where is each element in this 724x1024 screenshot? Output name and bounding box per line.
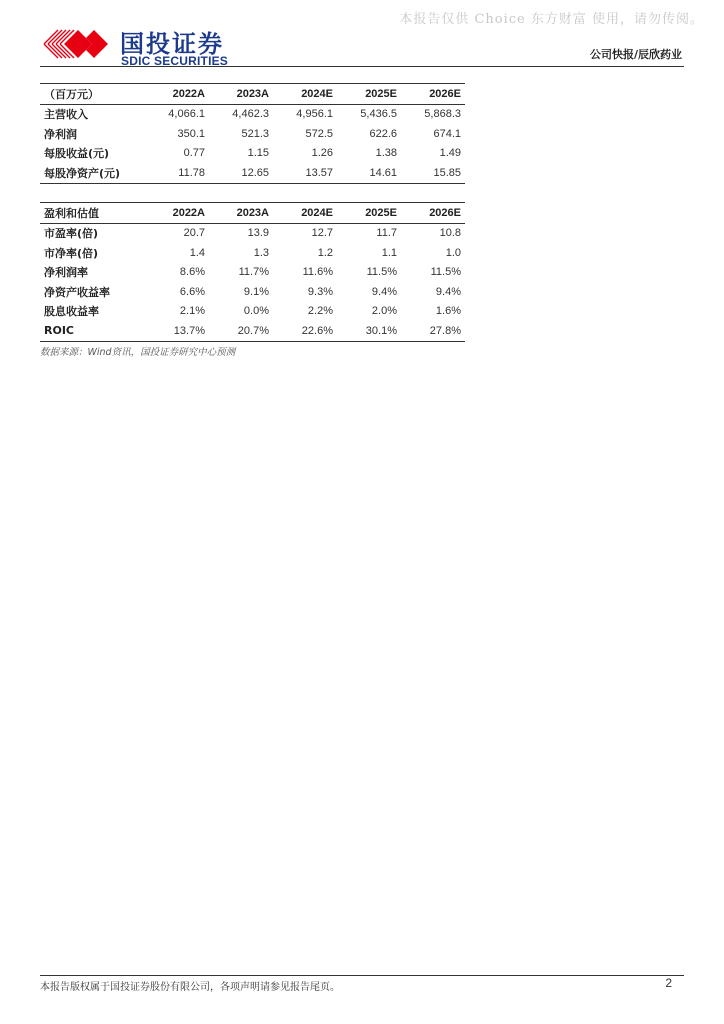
table-row xyxy=(40,104,465,124)
table-cell: 622.6 xyxy=(369,127,397,140)
table-cell: 1.2 xyxy=(317,246,333,259)
column-header-year: 2023A xyxy=(209,203,273,224)
table-row xyxy=(40,282,465,302)
row-label: 净利润率 xyxy=(44,266,88,280)
table-cell: 12.65 xyxy=(209,163,273,183)
table-cell: 1.49 xyxy=(439,147,461,160)
table-cell: 674.1 xyxy=(433,127,461,140)
table-row xyxy=(40,144,465,164)
table-row xyxy=(40,223,465,243)
table-cell: 9.1% xyxy=(243,285,269,298)
column-header-label: （百万元） xyxy=(40,84,145,105)
table-cell: 11.78 xyxy=(145,163,209,183)
table-cell: 11.6% xyxy=(302,266,333,279)
column-header-year: 2025E xyxy=(337,203,401,224)
table-cell: 2.2% xyxy=(307,305,333,318)
column-header-year: 2026E xyxy=(401,84,465,105)
table-cell: 9.4% xyxy=(371,285,397,298)
table-cell: 1.4 xyxy=(189,246,205,259)
header-divider xyxy=(40,66,684,67)
table-cell: 6.6% xyxy=(179,285,205,298)
logo-english-name: SDIC SECURITIES xyxy=(121,54,229,68)
table-cell: 13.9 xyxy=(247,227,269,240)
row-label: ROIC xyxy=(40,321,145,341)
row-label: 净利润 xyxy=(44,127,77,141)
column-header-year: 2023A xyxy=(209,84,273,105)
column-header-year: 2022A xyxy=(145,203,209,224)
table-cell: 13.7% xyxy=(145,321,209,341)
table-cell: 1.26 xyxy=(311,147,333,160)
table-cell: 5,436.5 xyxy=(360,108,397,121)
table-cell: 15.85 xyxy=(401,163,465,183)
column-header-year: 2022A xyxy=(145,84,209,105)
row-label: 净资产收益率 xyxy=(44,285,110,299)
table-cell: 5,868.3 xyxy=(424,108,461,121)
row-label: 每股净资产(元) xyxy=(40,163,145,183)
table-cell: 11.7% xyxy=(238,266,269,279)
row-label: 市净率(倍) xyxy=(44,246,99,260)
table-header-row xyxy=(40,203,465,224)
table-row xyxy=(40,302,465,322)
table-cell: 4,462.3 xyxy=(232,108,269,121)
table-cell: 1.1 xyxy=(381,246,397,259)
table-cell: 0.77 xyxy=(183,147,205,160)
page-number: 2 xyxy=(665,976,672,990)
row-label: 每股收益(元) xyxy=(44,147,110,161)
table-cell: 1.38 xyxy=(375,147,397,160)
table-cell: 1.6% xyxy=(435,305,461,318)
table-cell: 12.7 xyxy=(311,227,333,240)
table-row xyxy=(40,321,465,341)
table-cell: 9.3% xyxy=(307,285,333,298)
table-cell: 11.5% xyxy=(430,266,461,279)
table-cell: 22.6% xyxy=(273,321,337,341)
table-cell: 4,956.1 xyxy=(296,108,333,121)
footer-divider xyxy=(40,975,684,976)
watermark-text: 本报告仅供 Choice 东方财富 使用，请勿传阅。 xyxy=(399,12,704,27)
table-cell: 2.1% xyxy=(179,305,205,318)
column-header-year: 2025E xyxy=(337,84,401,105)
column-header-year: 2024E xyxy=(273,203,337,224)
table-cell: 1.15 xyxy=(247,147,269,160)
table-cell: 11.5% xyxy=(366,266,397,279)
row-label: 主营收入 xyxy=(44,108,88,122)
data-source-note: 数据来源：Wind资讯，国投证券研究中心预测 xyxy=(40,347,236,358)
table-cell: 20.7 xyxy=(183,227,205,240)
table-cell: 20.7% xyxy=(209,321,273,341)
table-cell: 1.3 xyxy=(253,246,269,259)
table-row xyxy=(40,163,465,183)
logo-diamond-icon xyxy=(40,26,114,62)
logo-chinese-name: 国投证券 xyxy=(120,30,224,58)
column-header-label: 盈利和估值 xyxy=(40,203,145,224)
table-cell: 9.4% xyxy=(435,285,461,298)
table-cell: 350.1 xyxy=(177,127,205,140)
table-cell: 572.5 xyxy=(305,127,333,140)
table-cell: 2.0% xyxy=(371,305,397,318)
table-cell: 30.1% xyxy=(337,321,401,341)
financial-summary-table xyxy=(40,83,465,184)
table-cell: 13.57 xyxy=(273,163,337,183)
valuation-table xyxy=(40,202,465,342)
column-header-year: 2026E xyxy=(401,203,465,224)
table-cell: 4,066.1 xyxy=(168,108,205,121)
table-cell: 27.8% xyxy=(401,321,465,341)
table-cell: 8.6% xyxy=(179,266,205,279)
table-row xyxy=(40,124,465,144)
table-cell: 521.3 xyxy=(241,127,269,140)
table-cell: 0.0% xyxy=(243,305,269,318)
report-category-tag: 公司快报/辰欣药业 xyxy=(589,48,682,61)
table-cell: 11.7 xyxy=(376,227,397,240)
table-cell: 10.8 xyxy=(439,227,461,240)
table-cell: 1.0 xyxy=(445,246,461,259)
row-label: 股息收益率 xyxy=(44,305,99,319)
company-logo xyxy=(40,24,240,68)
row-label: 市盈率(倍) xyxy=(44,227,99,241)
column-header-year: 2024E xyxy=(273,84,337,105)
table-row xyxy=(40,243,465,263)
table-header-row xyxy=(40,84,465,105)
table-row xyxy=(40,263,465,283)
table-cell: 14.61 xyxy=(337,163,401,183)
footer-disclaimer: 本报告版权属于国投证券股份有限公司，各项声明请参见报告尾页。 xyxy=(40,982,340,993)
